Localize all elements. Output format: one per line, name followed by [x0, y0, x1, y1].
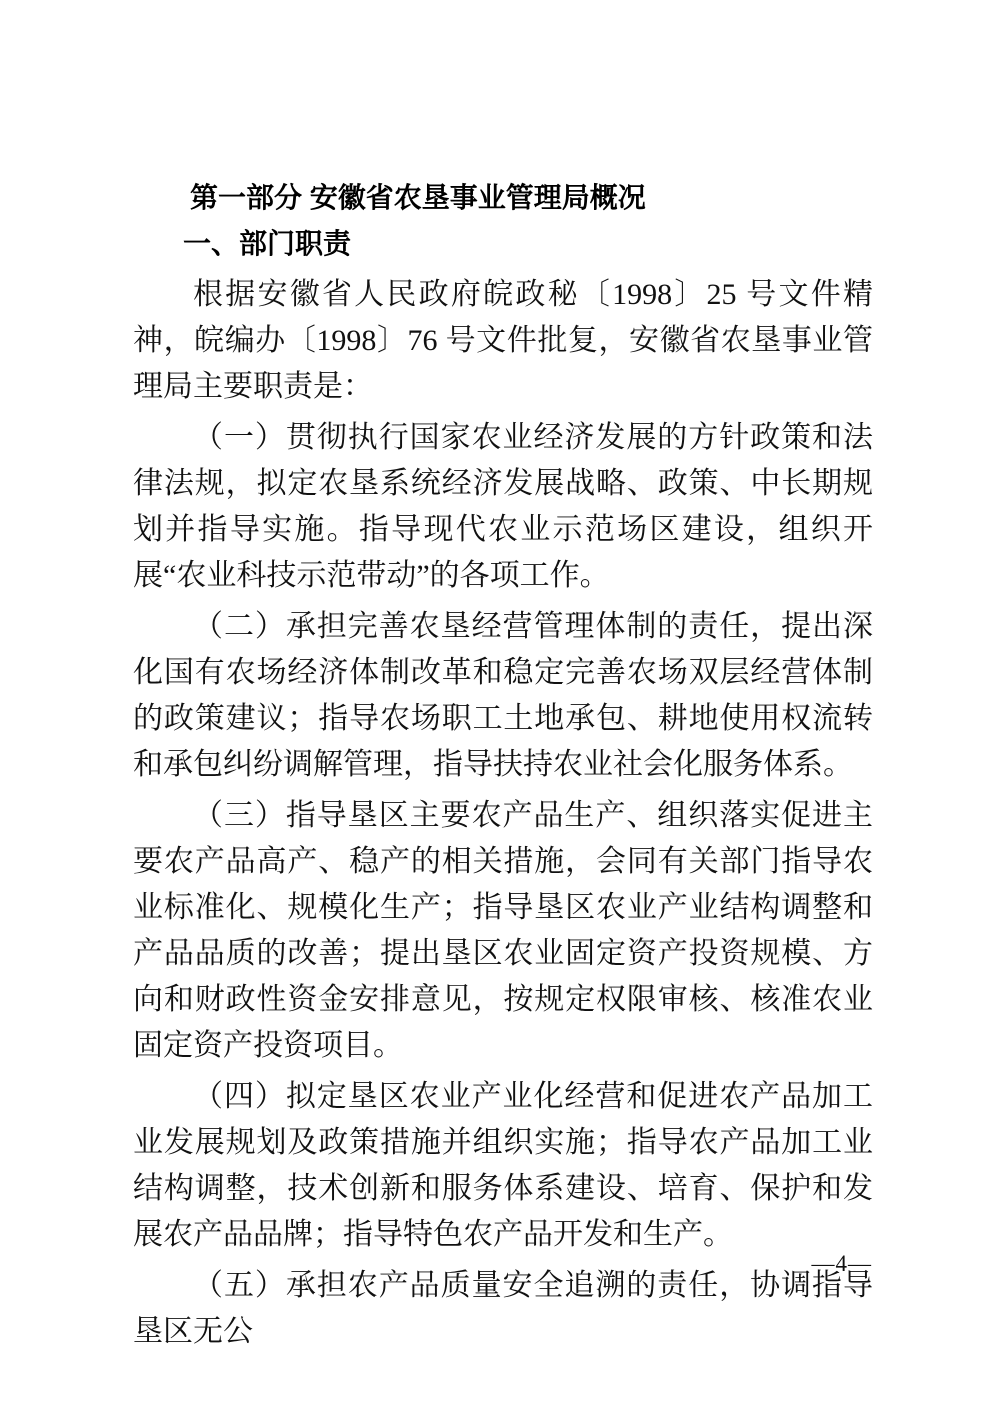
document-content: [133, 180, 873, 1360]
paragraph-duty-2: （二）承担完善农垦经营管理体制的责任，提出深化国有农场经济体制改革和稳定完善农场双层经营体制的政策建议；指导农场职工土地承包、耕地使用权流转和承包纠纷调解管理，指导扶持农业社会化服务体系。: [133, 610, 873, 781]
paragraph-intro: 根据安徽省人民政府皖政秘〔1998〕25 号文件精神，皖编办〔1998〕76 号文件批复，安徽省农垦事业管理局主要职责是：: [133, 278, 873, 403]
document-title: 第一部分 安徽省农垦事业管理局概况: [190, 182, 646, 213]
paragraph-duty-3: （三）指导垦区主要农产品生产、组织落实促进主要农产品高产、稳产的相关措施，会同有关部门指导农业标准化、规模化生产；指导垦区农业产业结构调整和产品品质的改善；提出垦区农业固定资产投资规模、方向和财政性资金安排意见，按规定权限审核、核准农业固定资产投资项目。: [133, 799, 873, 1062]
section-heading: 一、部门职责: [183, 228, 352, 259]
paragraph-duty-1: （一）贯彻执行国家农业经济发展的方针政策和法律法规，拟定农垦系统经济发展战略、政策、中长期规划并指导实施。指导现代农业示范场区建设，组织开展“农业科技示范带动”的各项工作。: [133, 421, 873, 592]
paragraph-duty-4: （四）拟定垦区农业产业化经营和促进农产品加工业发展规划及政策措施并组织实施；指导农产品加工业结构调整，技术创新和服务体系建设、培育、保护和发展农产品品牌；指导特色农产品开发和生产。: [133, 1080, 873, 1251]
page-number: —4—: [811, 1251, 872, 1276]
paragraph-duty-5: （五）承担农产品质量安全追溯的责任，协调指导垦区无公: [133, 1269, 873, 1348]
document-body: [133, 272, 873, 1355]
